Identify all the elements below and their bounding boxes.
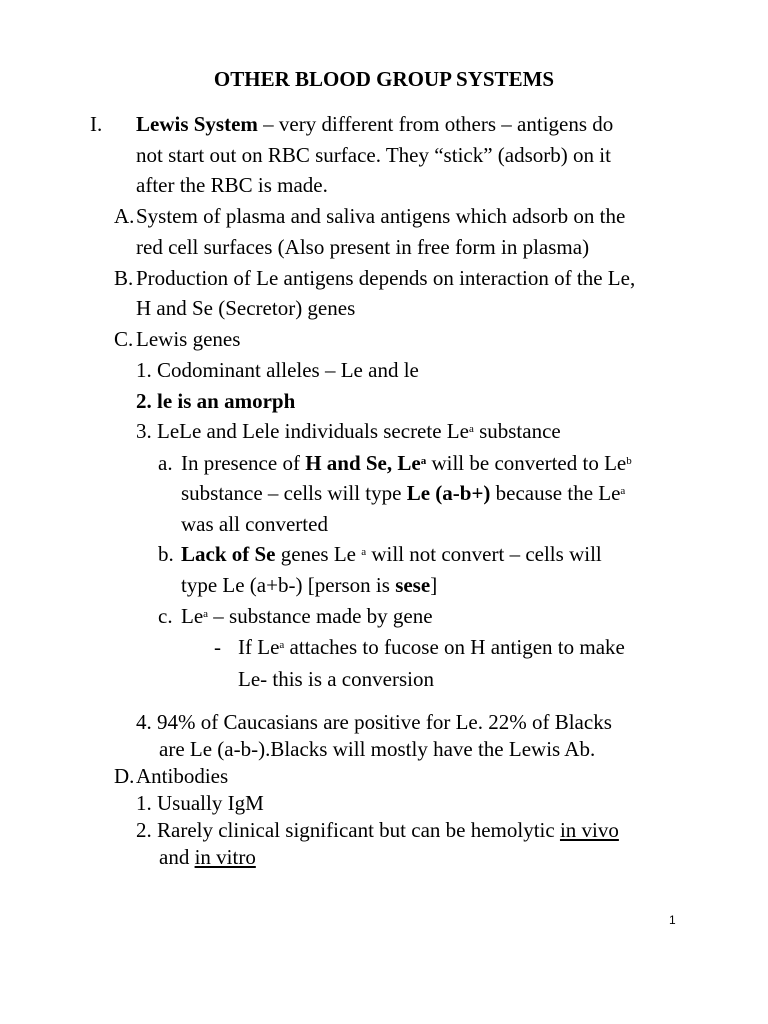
item-label: C.	[114, 327, 134, 351]
text-span: type Le (a+b-) [person is	[181, 573, 396, 597]
superscript: a	[361, 546, 367, 558]
section-line: after the RBC is made.	[136, 173, 328, 197]
item-label: B.	[114, 266, 134, 290]
text-span: will not convert – cells will	[366, 542, 602, 566]
superscript: a	[620, 485, 626, 497]
sub-item-label: c.	[158, 604, 173, 628]
list-item-cont	[159, 845, 256, 869]
sub-item-line	[181, 573, 437, 597]
item-line: red cell surfaces (Also present in free form in plasma)	[136, 235, 590, 259]
text-span: H and Se, Le	[305, 451, 421, 475]
page-number: 1	[669, 913, 676, 927]
sub-item-line	[181, 451, 632, 475]
item-line: H and Se (Secretor) genes	[136, 296, 356, 320]
item-label: D.	[114, 764, 135, 788]
list-item: 2. le is an amorph	[136, 389, 296, 413]
section-line	[136, 112, 613, 136]
list-item: 4. 94% of Caucasians are positive for Le. 22% of Blacks	[136, 710, 612, 734]
text-span: because the Le	[490, 481, 621, 505]
text-span: and	[159, 845, 195, 869]
sub-item-line	[181, 542, 602, 566]
sub-item-label: b.	[158, 542, 174, 566]
list-item	[136, 419, 561, 443]
list-item	[136, 818, 619, 842]
item-line: Lewis genes	[136, 327, 241, 351]
bold-span: sese	[395, 573, 431, 597]
text-span: – very different from others – antigens do	[257, 112, 614, 136]
section-heading: Lewis System	[136, 112, 258, 136]
text-span: 3. LeLe and Lele individuals secrete Le	[136, 419, 469, 443]
text-span: – substance made by gene	[208, 604, 433, 628]
sub-item-line	[181, 481, 625, 505]
bold-span	[305, 451, 426, 475]
text-span: ]	[430, 573, 438, 597]
item-line: Antibodies	[136, 764, 229, 788]
sub-item-line: was all converted	[181, 512, 328, 536]
underlined-span: in vivo	[559, 818, 619, 842]
section-line: not start out on RBC surface. They “stick” (adsorb) on it	[136, 143, 611, 167]
superscript: a	[468, 423, 474, 435]
text-span: attaches to fucose on H antigen to make	[284, 635, 625, 659]
superscript: a	[203, 608, 209, 620]
superscript: b	[626, 455, 632, 467]
list-item-cont: are Le (a-b-).Blacks will mostly have the Lewis Ab.	[159, 737, 596, 761]
sub-item-line	[238, 635, 625, 659]
bold-span: Le (a-b+)	[406, 481, 491, 505]
text-span: Le	[181, 604, 204, 628]
text-span: 2. Rarely clinical significant but can be hemolytic	[136, 818, 560, 842]
dash-bullet: -	[214, 635, 221, 659]
sub-item-label: a.	[158, 451, 173, 475]
item-line: Production of Le antigens depends on interaction of the Le,	[136, 266, 636, 290]
text-span: substance – cells will type	[181, 481, 407, 505]
text-span: In presence of	[181, 451, 306, 475]
section-label: I.	[90, 112, 103, 136]
superscript: a	[279, 639, 285, 651]
item-line: System of plasma and saliva antigens which adsorb on the	[136, 204, 626, 228]
sub-item-line: Le- this is a conversion	[238, 667, 434, 691]
item-label: A.	[114, 204, 135, 228]
text-span: substance	[473, 419, 561, 443]
text-span: genes Le	[275, 542, 362, 566]
sub-item-line	[181, 604, 433, 628]
list-item: 1. Usually IgM	[136, 791, 264, 815]
text-span: will be converted to Le	[426, 451, 627, 475]
text-span: If Le	[238, 635, 280, 659]
page-title: OTHER BLOOD GROUP SYSTEMS	[213, 67, 555, 91]
superscript: a	[420, 455, 427, 467]
bold-span: Lack of Se	[181, 542, 276, 566]
underlined-span: in vitro	[194, 845, 256, 869]
list-item: 1. Codominant alleles – Le and le	[136, 358, 419, 382]
